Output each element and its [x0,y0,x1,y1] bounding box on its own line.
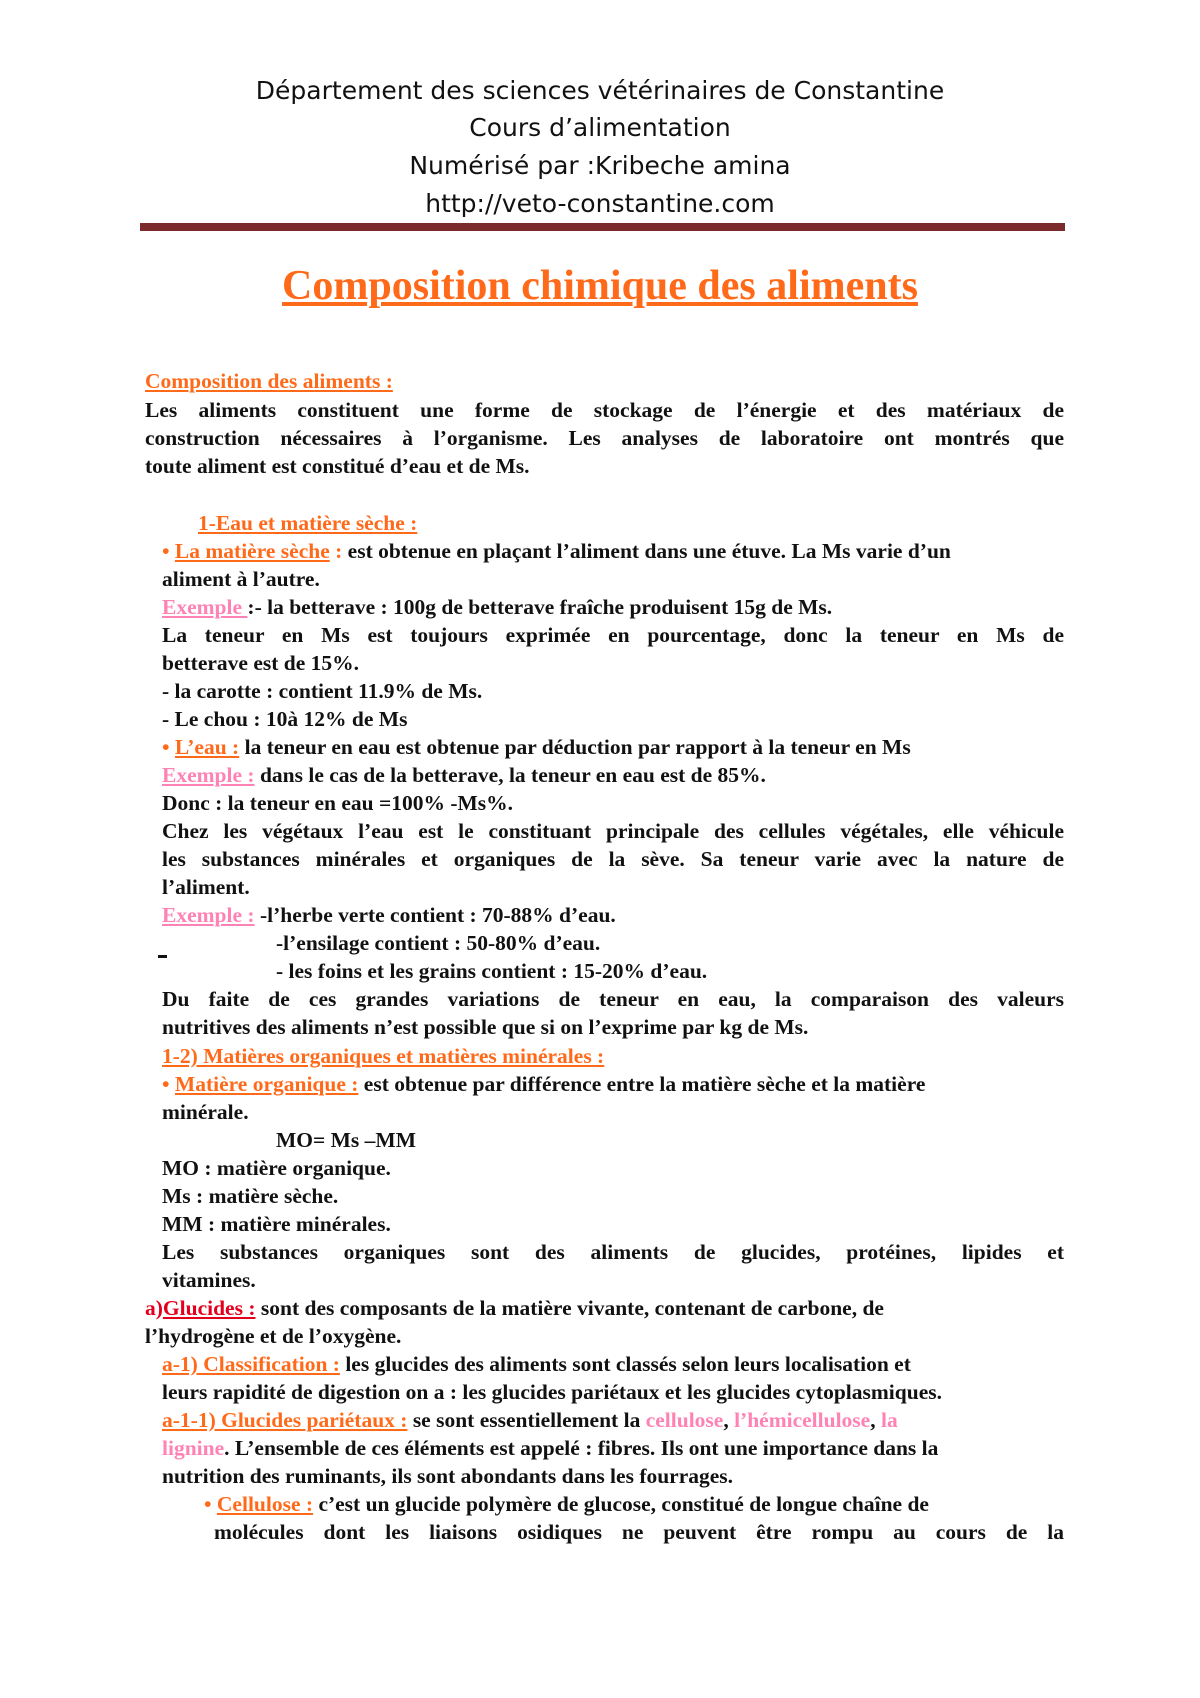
bullet-eau [162,734,911,760]
bullet-icon: • [162,539,170,563]
example-text: :- la betterave : 100g de betterave fraîche produisent 15g de Ms. [247,595,833,619]
example-label: Exemple : [162,903,255,927]
paragraph-line: Du faite de ces grandes variations de teneur en eau, la comparaison des valeurs [162,987,1064,1011]
formula: MO= Ms –MM [276,1128,417,1152]
term-text: est obtenue en plaçant l’aliment dans une étuve. La Ms varie d’un [342,539,951,563]
term-text: c’est un glucide polymère de glucose, constitué de longue chaîne de [313,1492,929,1516]
term-text: est obtenue par différence entre la matière sèche et la matière [358,1072,926,1096]
paragraph-line: nutritives des aliments n’est possible que si on l’exprime par kg de Ms. [162,1015,809,1039]
term-glucides-parietaux: a-1-1) Glucides pariétaux : [162,1408,408,1432]
paragraph-line: nutrition des ruminants, ils sont abondants dans les fourrages. [162,1464,734,1488]
definition-line: Ms : matière sèche. [162,1184,339,1208]
header-department: Département des sciences vétérinaires de Constantine [255,76,945,105]
example-line [162,762,766,788]
example-label: Exemple [162,595,248,619]
header-url: http://veto-constantine.com [425,189,775,218]
paragraph-line: betterave est de 15%. [162,651,360,675]
paragraph-line: Donc : la teneur en eau =100% -Ms%. [162,791,514,815]
paragraph-line: aliment à l’autre. [162,567,320,591]
bullet-cellulose [204,1491,929,1517]
paragraph-line: Les substances organiques sont des aliments de glucides, protéines, lipides et [162,1240,1064,1264]
term-cellulose: cellulose [645,1408,724,1432]
bullet-icon: • [162,1072,170,1096]
term-text: la teneur en eau est obtenue par déduction par rapport à la teneur en Ms [239,735,911,759]
paragraph-line: - les foins et les grains contient : 15-20% d’eau. [276,959,708,983]
glucides-parietaux-line [162,1407,898,1433]
definition-line: MM : matière minérales. [162,1212,391,1236]
paragraph-line: Chez les végétaux l’eau est le constituant principale des cellules végétales, elle véhicule [162,819,1064,843]
paragraph-line: -l’ensilage contient : 50-80% d’eau. [276,931,601,955]
term-eau: L’eau : [174,735,240,759]
section-heading-matieres: 1-2) Matières organiques et matières minérales : [162,1044,605,1068]
header-divider [140,223,1065,231]
separator: , [870,1408,881,1432]
glucides-line [145,1295,1064,1321]
term-glucides: Glucides : [162,1296,256,1320]
term-cellulose-heading: Cellulose : [216,1492,314,1516]
paragraph-line: toute aliment est constitué d’eau et de Ms. [145,454,530,478]
definition-line: MO : matière organique. [162,1156,391,1180]
term-text: les glucides des aliments sont classés selon leurs localisation et [339,1352,911,1376]
term-classification: a-1) Classification : [162,1352,340,1376]
classification-line [162,1351,911,1377]
stray-mark [158,955,167,958]
separator: , [723,1408,735,1432]
term-text: . L’ensemble de ces éléments est appelé : fibres. Ils ont une importance dans la [224,1436,939,1460]
term-matiere-seche: La matière sèche [174,539,330,563]
example-text: -l’herbe verte contient : 70-88% d’eau. [254,903,616,927]
example-text: dans le cas de la betterave, la teneur en eau est de 85%. [254,763,766,787]
paragraph-line: Les aliments constituent une forme de stockage de l’énergie et des matériaux de [145,398,1064,422]
term-matiere-organique: Matière organique : [174,1072,359,1096]
paragraph-line: vitamines. [162,1268,256,1292]
paragraph-line [162,1435,938,1461]
bullet-icon: • [204,1492,212,1516]
paragraph-line: - la carotte : contient 11.9% de Ms. [162,679,483,703]
bullet-matiere-organique [162,1071,925,1097]
example-label: Exemple : [162,763,255,787]
paragraph-line: molécules dont les liaisons osidiques ne peuvent être rompu au cours de la [214,1520,1064,1544]
example-line [162,902,616,928]
bullet-icon: • [162,735,170,759]
header-author: Numérisé par :Kribeche amina [409,151,791,180]
paragraph-line: l’aliment. [162,875,250,899]
term-text: sont des composants de la matière vivante, contenant de carbone, de [255,1296,884,1320]
term-hemicellulose: l’hémicellulose [734,1408,871,1432]
header-course: Cours d’alimentation [469,113,731,142]
paragraph-line: - Le chou : 10à 12% de Ms [162,707,408,731]
section-heading-composition: Composition des aliments : [145,369,393,393]
example-line [162,594,832,620]
paragraph-line: minérale. [162,1100,249,1124]
paragraph-line: construction nécessaires à l’organisme. Les analyses de laboratoire ont montrés que [145,426,1064,450]
term-la: la [880,1408,898,1432]
section-heading-eau: 1-Eau et matière sèche : [198,511,418,535]
bullet-matiere-seche [162,538,951,564]
paragraph-line: La teneur en Ms est toujours exprimée en pourcentage, donc la teneur en Ms de [162,623,1064,647]
term-lignine: lignine [162,1436,225,1460]
paragraph-line: les substances minérales et organiques de la sève. Sa teneur varie avec la nature de [162,847,1064,871]
label-prefix: a) [145,1296,163,1320]
page-title: Composition chimique des aliments [282,263,918,309]
paragraph-line: leurs rapidité de digestion on a : les glucides pariétaux et les glucides cytoplasmiques. [162,1380,942,1404]
term-colon: : [329,539,343,563]
paragraph-line: l’hydrogène et de l’oxygène. [145,1324,402,1348]
term-text: se sont essentiellement la [407,1408,646,1432]
